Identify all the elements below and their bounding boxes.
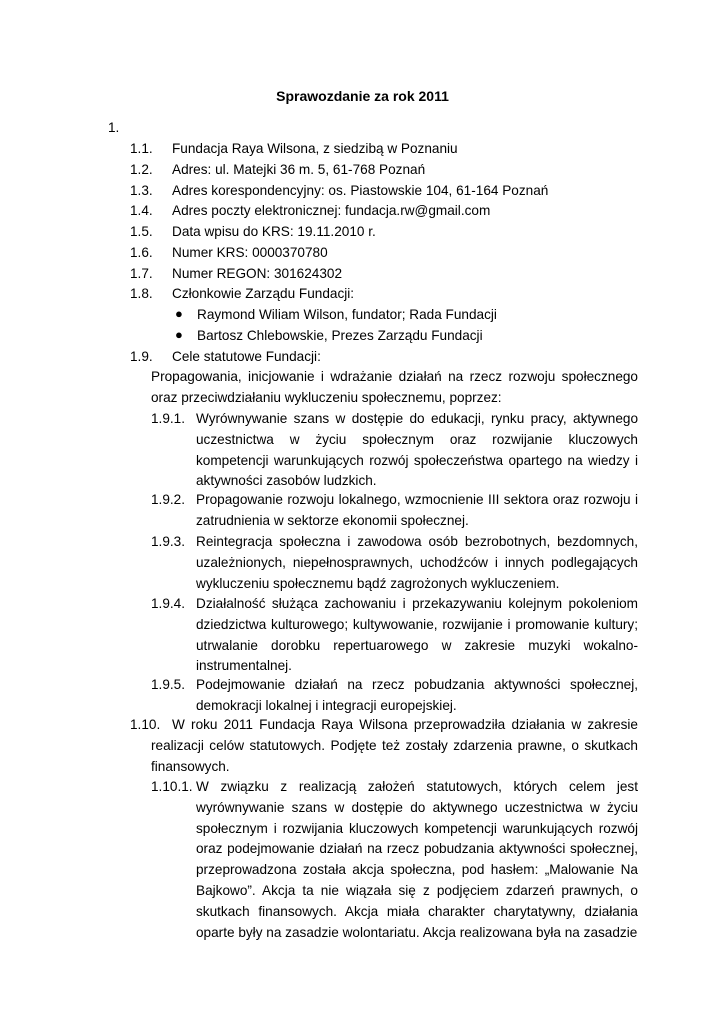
item-number: 1.3. <box>130 183 153 198</box>
item-number: 1.7. <box>130 266 153 281</box>
item-text: Adres poczty elektronicznej: fundacja.rw@gmail.com <box>172 203 491 218</box>
item-number: 1.1. <box>130 141 153 156</box>
goal-text: Reintegracja społeczna i zawodowa osób bezrobotnych, bezdomnych, uzależnionych, niepełnosprawnych, uchodźców i innych podlegających wykluczeniu społecznemu bądź zagrożonych wykluczeniem. <box>196 534 638 591</box>
goals-number: 1.9. <box>130 349 153 364</box>
goal-text: Propagowanie rozwoju lokalnego, wzmocnienie III sektora oraz rozwoju i zatrudnienia w sektorze ekonomii społecznej. <box>196 492 638 528</box>
bullet-icon: ● <box>175 306 183 321</box>
item-number: 1.2. <box>130 162 153 177</box>
item-number: 1.4. <box>130 203 153 218</box>
item-text: Adres: ul. Matejki 36 m. 5, 61-768 Poznań <box>172 162 426 177</box>
item-number: 1.5. <box>130 224 153 239</box>
activity-number: 1.10.1. <box>151 779 193 794</box>
document-title: Sprawozdanie za rok 2011 <box>276 88 449 104</box>
goal-number: 1.9.2. <box>151 492 186 507</box>
item-text: Fundacja Raya Wilsona, z siedzibą w Poznaniu <box>172 141 458 156</box>
goal-text: Wyrównywanie szans w dostępie do edukacji, rynku pracy, aktywnego uczestnictwa w życiu społecznym oraz rozwijanie kluczowych kompetencji warunkujących rozwój społeczeństwa opartego na wiedzy i aktywności zasobów ludzkich. <box>196 411 638 489</box>
activities-number: 1.10. <box>130 717 161 732</box>
goal-number: 1.9.4. <box>151 596 186 611</box>
item-text: Data wpisu do KRS: 19.11.2010 r. <box>172 224 376 239</box>
item-number: 1.8. <box>130 286 153 301</box>
item-text: Numer REGON: 301624302 <box>172 266 343 281</box>
goal-text: Podejmowanie działań na rzecz pobudzania aktywności społecznej, demokracji lokalnej i integracji europejskiej. <box>196 677 638 713</box>
item-text: Adres korespondencyjny: os. Piastowskie 104, 61-164 Poznań <box>172 183 549 198</box>
item-text: Członkowie Zarządu Fundacji: <box>172 286 355 301</box>
goal-text: Działalność służąca zachowaniu i przekazywaniu kolejnym pokoleniom dziedzictwa kulturowego; kultywowanie, rozwijanie i promowanie kultury; utrwalanie dorobku repertuarowego w zakresie muzyki wokalno-instrumentalnej. <box>196 596 638 674</box>
item-text: Numer KRS: 0000370780 <box>172 245 328 260</box>
board-member: Raymond Wiliam Wilson, fundator; Rada Fundacji <box>197 307 497 322</box>
activities-text: W roku 2011 Fundacja Raya Wilsona przeprowadziła działania w zakresie realizacji celów statutowych. Podjęte też zostały zdarzenia prawne, o skutkach finansowych. <box>151 717 638 774</box>
board-member: Bartosz Chlebowskie, Prezes Zarządu Fundacji <box>197 328 483 343</box>
bullet-icon: ● <box>175 327 183 342</box>
goal-number: 1.9.3. <box>151 534 186 549</box>
goals-intro: Propagowania, inicjowanie i wdrażanie działań na rzecz rozwoju społecznego oraz przeciwdziałaniu wykluczeniu społecznemu, poprzez: <box>151 369 638 405</box>
item-number: 1.6. <box>130 245 153 260</box>
activity-text: W związku z realizacją założeń statutowych, których celem jest wyrównywanie szans w dostępie do aktywnego uczestnictwa w życiu społecznym i rozwijania kluczowych kompetencji warunkujących rozwój oraz podejmowanie działań na rzecz pobudzania aktywności społecznej, przeprowadzona została akcja społeczna, pod hasłem: „Malowanie Na Bajkowo”. Akcja ta nie wiązała się z podjęciem zdarzeń prawnych, o skutkach finansowych. Akcja miała charakter charytatywny, działania oparte były na zasadzie wolontariatu. Akcja realizowana była na zasadzie <box>196 779 638 940</box>
section-number: 1. <box>108 120 120 135</box>
goal-number: 1.9.1. <box>151 411 186 426</box>
goals-title: Cele statutowe Fundacji: <box>172 349 321 364</box>
goal-number: 1.9.5. <box>151 677 186 692</box>
